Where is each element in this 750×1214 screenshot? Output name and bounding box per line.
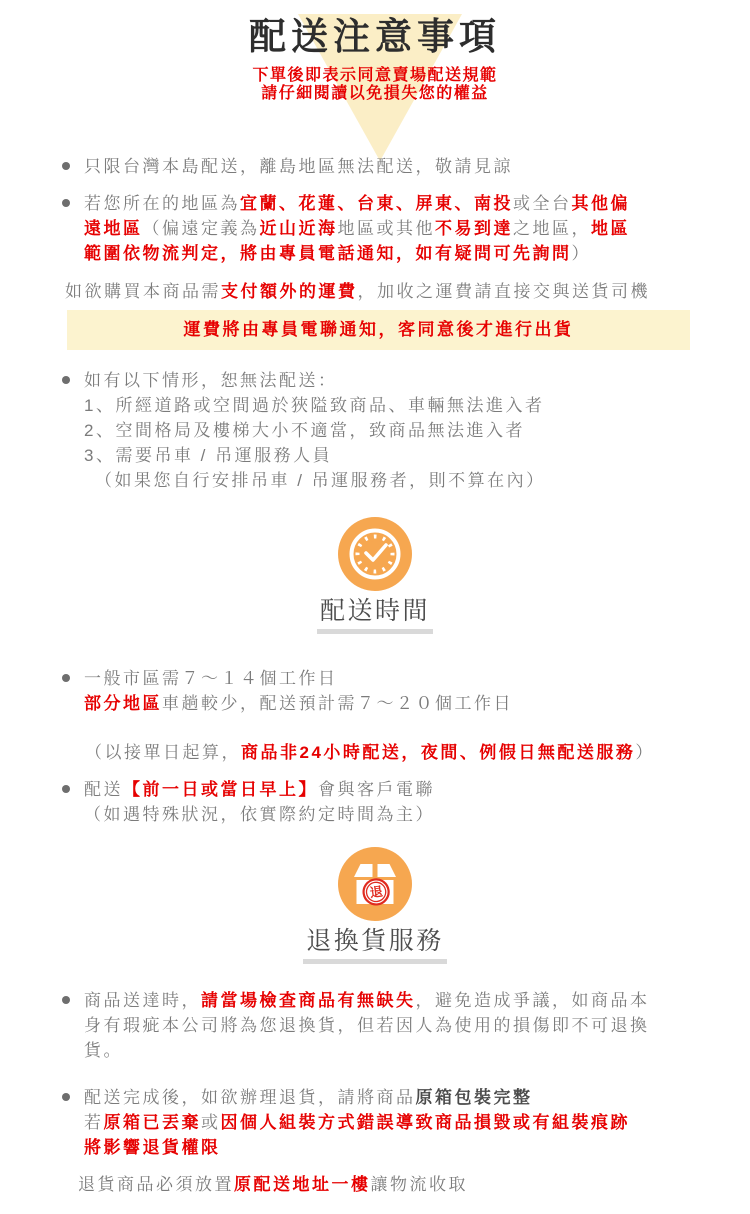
notice-no-night-delivery <box>85 740 710 765</box>
notice-phone-contact <box>84 777 710 827</box>
text-segment: 退貨商品必須放置 <box>78 1175 234 1194</box>
text-segment: 商品送達時， <box>84 991 201 1010</box>
content <box>0 154 750 1197</box>
notice-extra-fee <box>65 279 710 304</box>
text-segment: 1、所經道路或空間過於狹隘致商品、車輛無法進入者 <box>84 396 545 415</box>
text-segment: 身有瑕疵本公司將為您退換貨，但若因人為使用的損傷即不可退換 <box>84 1016 650 1035</box>
bullet-icon <box>62 1093 70 1101</box>
text-segment: 配送 <box>84 780 123 799</box>
text-segment: 只限台灣本島配送，離島地區無法配送，敬請見諒 <box>84 157 513 176</box>
text-segment: 地區 <box>591 219 630 238</box>
text-segment: 部分地區 <box>84 694 162 713</box>
section-heading: 配送時間 <box>317 597 433 634</box>
text-segment: 車趟較少，配送預計需７～２０個工作日 <box>162 694 513 713</box>
text-segment: 商品非24小時配送，夜間、例假日無配送服務 <box>241 743 636 762</box>
text-segment: 近山近海 <box>259 219 338 238</box>
text-segment: 若 <box>84 1113 104 1132</box>
clock-section <box>0 517 750 634</box>
text-segment: ，避免造成爭議，如商品本 <box>415 991 650 1010</box>
text-segment: 運費將由專員電聯通知，客同意後才進行出貨 <box>183 320 574 339</box>
text-segment: 3、需要吊車 / 吊運服務人員 <box>84 446 333 465</box>
text-segment: 將影響退貨權限 <box>84 1138 221 1157</box>
page-subtitle-line1: 下單後即表示同意賣場配送規範 <box>252 67 498 84</box>
text-segment: （如遇特殊狀況，依實際約定時間為主） <box>84 805 435 824</box>
text-segment: ） <box>635 743 655 762</box>
notice-return-pickup <box>78 1172 710 1197</box>
text-segment: 因個人組裝方式錯誤導致商品損毀或有組裝痕跡 <box>220 1113 630 1132</box>
text-segment: 其他偏 <box>571 194 630 213</box>
text-segment: 地區或其他 <box>337 219 435 238</box>
bullet-icon <box>62 996 70 1004</box>
bullet-icon <box>62 785 70 793</box>
text-segment: ，加收之運費請直接交與送貨司機 <box>357 282 650 301</box>
section-heading: 退換貨服務 <box>303 927 447 964</box>
text-segment: （偏遠定義為 <box>142 219 260 238</box>
fee-highlight-box <box>67 310 690 350</box>
notice-original-packaging <box>84 1085 710 1160</box>
notice-check-on-arrival <box>84 988 710 1063</box>
bullet-icon <box>62 674 70 682</box>
notice-island-only <box>84 154 710 179</box>
text-segment: （以接單日起算， <box>85 743 241 762</box>
text-segment: 【前一日或當日早上】 <box>123 780 318 799</box>
bullet-icon <box>62 162 70 170</box>
return-box-section <box>0 847 750 964</box>
return-box-icon <box>338 847 412 921</box>
svg-text:退: 退 <box>368 883 384 901</box>
text-segment: 之地區， <box>513 219 591 238</box>
text-segment: 原配送地址一樓 <box>234 1175 371 1194</box>
text-segment: 如欲購買本商品需 <box>65 282 221 301</box>
text-segment: 貨。 <box>84 1041 123 1060</box>
text-segment: 配送完成後，如欲辦理退貨，請將商品 <box>84 1088 416 1107</box>
text-segment: 一般市區需７～１４個工作日 <box>84 669 338 688</box>
page-subtitle-line2: 請仔細閱讀以免損失您的權益 <box>261 84 489 102</box>
delivery-notice-page <box>0 14 750 1197</box>
text-segment: 原箱包裝完整 <box>415 1088 533 1107</box>
text-segment: 會與客戶電聯 <box>318 780 435 799</box>
bullet-icon <box>62 376 70 384</box>
text-segment: 讓物流收取 <box>370 1175 468 1194</box>
text-segment: 原箱已丟棄 <box>103 1113 201 1132</box>
clock-icon <box>338 517 412 591</box>
text-segment: 遠地區 <box>84 219 143 238</box>
text-segment: 如有以下情形，恕無法配送： <box>84 371 338 390</box>
notice-lead-time <box>84 666 710 716</box>
text-segment: 範圍依物流判定，將由專員電話通知，如有疑問可先詢問 <box>84 244 572 263</box>
text-segment: （如果您自行安排吊車 / 吊運服務者，則不算在內） <box>84 471 546 490</box>
text-segment: 不易到達 <box>435 219 513 238</box>
notice-cannot-deliver <box>84 368 710 493</box>
text-segment: 宜蘭、花蓮、台東、屏東、南投 <box>240 194 513 213</box>
text-segment: 若您所在的地區為 <box>84 194 240 213</box>
notice-remote-areas <box>84 191 710 266</box>
text-segment: 請當場檢查商品有無缺失 <box>201 991 416 1010</box>
text-segment: 支付額外的運費 <box>221 282 358 301</box>
page-title: 配送注意事項 <box>249 16 501 57</box>
text-segment: ） <box>571 244 591 263</box>
bullet-icon <box>62 199 70 207</box>
text-segment: 或全台 <box>513 194 572 213</box>
text-segment: 2、空間格局及樓梯大小不適當，致商品無法進入者 <box>84 421 525 440</box>
text-segment: 或 <box>201 1113 221 1132</box>
